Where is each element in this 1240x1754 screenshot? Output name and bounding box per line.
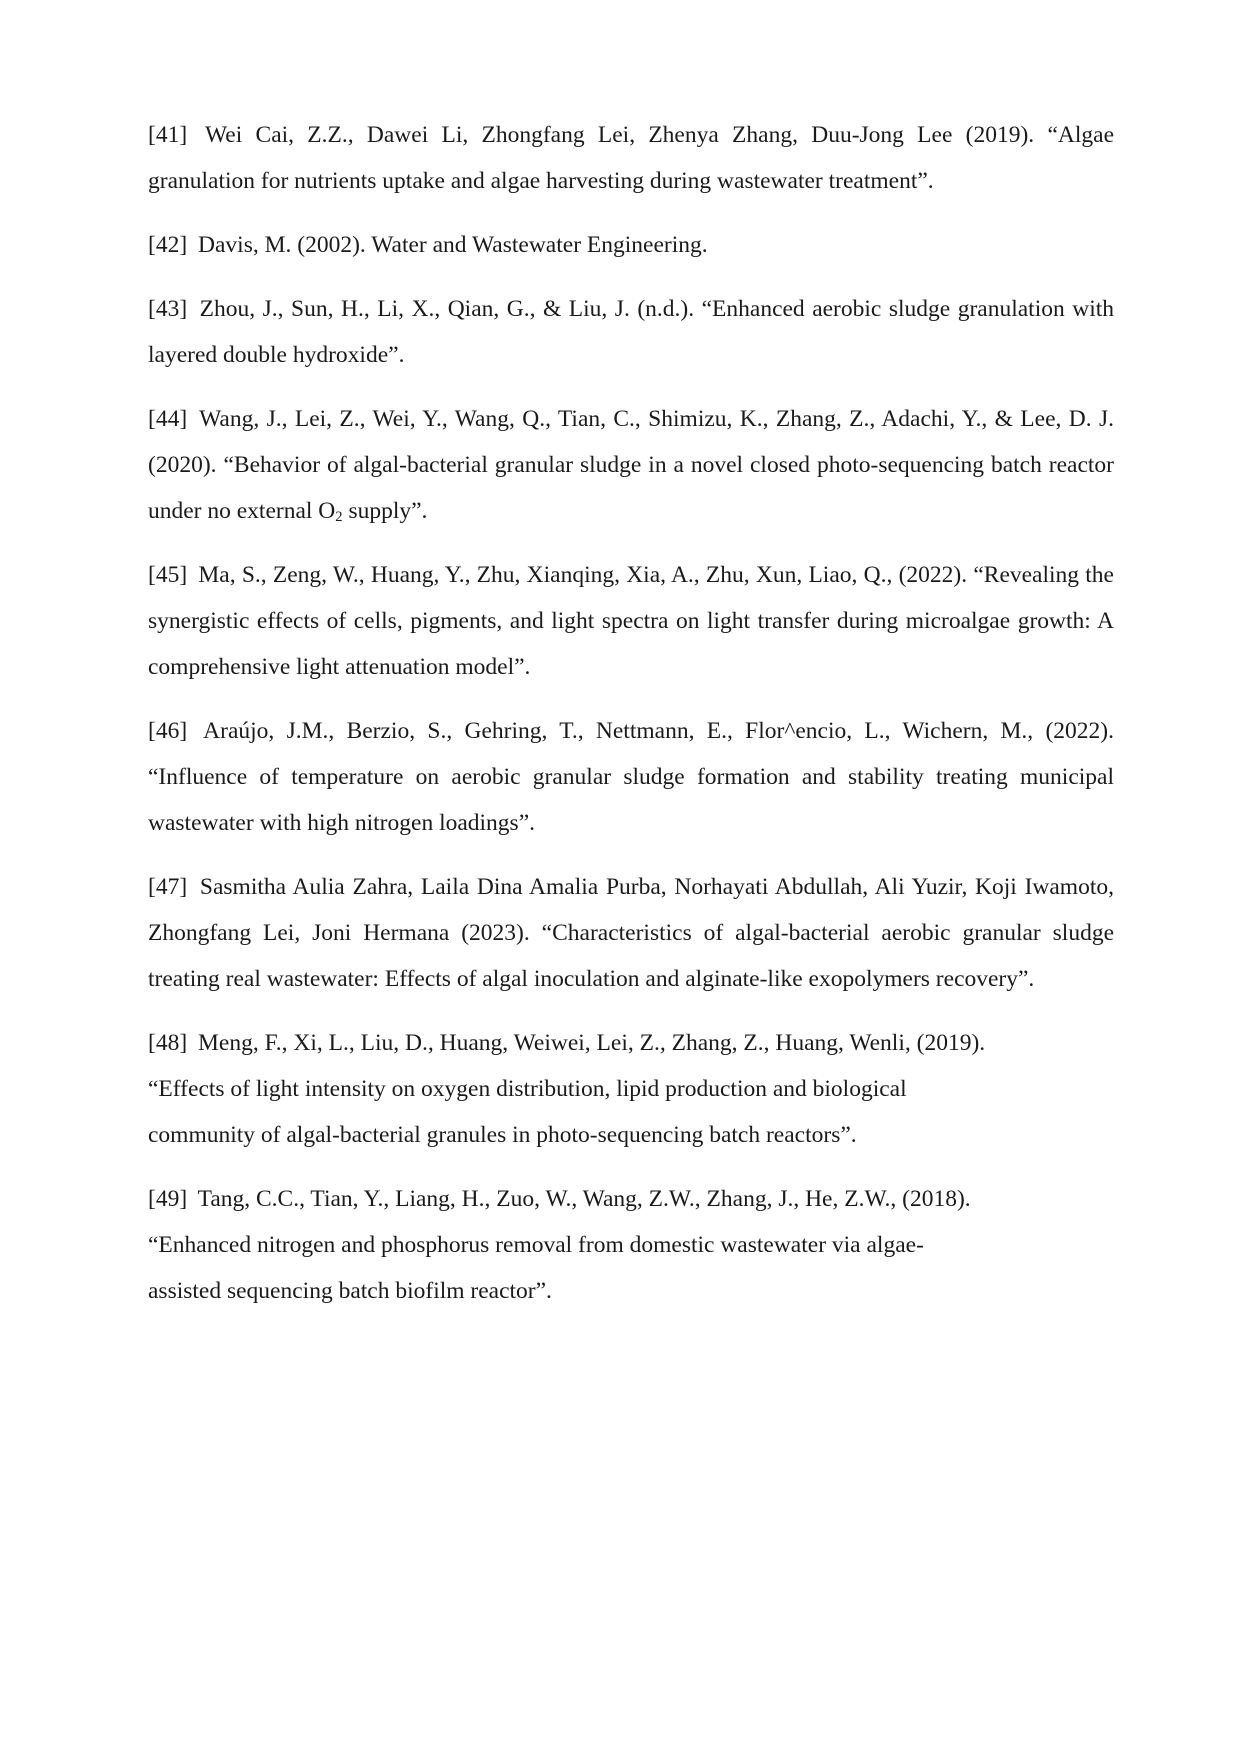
reference-authors: Sasmitha Aulia Zahra, Laila Dina Amalia Purba, Norhayati Abdullah, Ali Yuzir, Koji Iwamoto, Zhongfang Lei, Joni Hermana (2023). (148, 874, 1114, 946)
reference-41 (148, 112, 1114, 204)
reference-number: [42] (148, 232, 188, 258)
reference-title: “Characteristics of algal-bacterial aerobic granular sludge treating real wastewater: Effects of algal inoculation and alginate-like exopolymers recovery”. (148, 920, 1114, 992)
reference-authors: Meng, F., Xi, L., Liu, D., Huang, Weiwei, Lei, Z., Zhang, Z., Huang, Wenli, (2019). (198, 1030, 986, 1056)
reference-number: [48] (148, 1030, 188, 1056)
reference-42 (148, 222, 1114, 268)
reference-number: [45] (148, 562, 188, 588)
reference-authors: Araújo, J.M., Berzio, S., Gehring, T., Nettmann, E., Flor^encio, L., Wichern, M., (2022). (203, 718, 1114, 744)
reference-title: “Revealing the synergistic effects of cells, pigments, and light spectra on light transfer during microalgae growth: A comprehensive light attenuation model”. (148, 562, 1114, 680)
reference-43 (148, 286, 1114, 378)
reference-number: [44] (148, 406, 188, 432)
subscript-two: 2 (335, 509, 343, 526)
reference-title (148, 452, 1114, 524)
reference-list (148, 112, 1114, 1332)
reference-number: [47] (148, 874, 188, 900)
reference-title-part: supply”. (342, 498, 428, 524)
reference-title-part: “Behavior of algal-bacterial granular sludge in a novel closed photo-sequencing batch reactor under no external O (148, 452, 1115, 524)
reference-title-line: “Enhanced nitrogen and phosphorus removal from domestic wastewater via algae- (148, 1232, 924, 1258)
reference-authors: Wang, J., Lei, Z., Wei, Y., Wang, Q., Tian, C., Shimizu, K., Zhang, Z., Adachi, Y., & Lee, D. J. (2020). (148, 406, 1114, 478)
reference-number: [49] (148, 1186, 188, 1212)
reference-title: Water and Wastewater Engineering. (371, 232, 708, 258)
reference-title: “Enhanced aerobic sludge granulation with layered double hydroxide”. (148, 296, 1115, 368)
reference-47 (148, 864, 1114, 1002)
reference-authors: Wei Cai, Z.Z., Dawei Li, Zhongfang Lei, Zhenya Zhang, Duu-Jong Lee (2019). (205, 122, 1035, 148)
reference-title: “Influence of temperature on aerobic granular sludge formation and stability treating municipal wastewater with high nitrogen loadings”. (148, 764, 1114, 836)
reference-45 (148, 552, 1114, 690)
reference-number: [46] (148, 718, 188, 744)
reference-44 (148, 396, 1114, 534)
reference-authors: Ma, S., Zeng, W., Huang, Y., Zhu, Xianqing, Xia, A., Zhu, Xun, Liao, Q., (2022). (198, 562, 968, 588)
reference-authors: Tang, C.C., Tian, Y., Liang, H., Zuo, W., Wang, Z.W., Zhang, J., He, Z.W., (2018). (197, 1186, 971, 1212)
reference-authors: Zhou, J., Sun, H., Li, X., Qian, G., & Liu, J. (n.d.). (199, 296, 695, 322)
reference-number: [41] (148, 122, 188, 148)
reference-number: [43] (148, 296, 188, 322)
reference-title-line: community of algal-bacterial granules in photo-sequencing batch reactors”. (148, 1122, 857, 1148)
reference-title-line: “Effects of light intensity on oxygen distribution, lipid production and biological (148, 1076, 907, 1102)
reference-authors: Davis, M. (2002). (198, 232, 366, 258)
reference-46 (148, 708, 1114, 846)
reference-48 (148, 1020, 1114, 1158)
reference-title-line: assisted sequencing batch biofilm reactor”. (148, 1278, 552, 1304)
reference-title: “Algae granulation for nutrients uptake and algae harvesting during wastewater treatment”. (148, 122, 1114, 194)
reference-49 (148, 1176, 1114, 1314)
